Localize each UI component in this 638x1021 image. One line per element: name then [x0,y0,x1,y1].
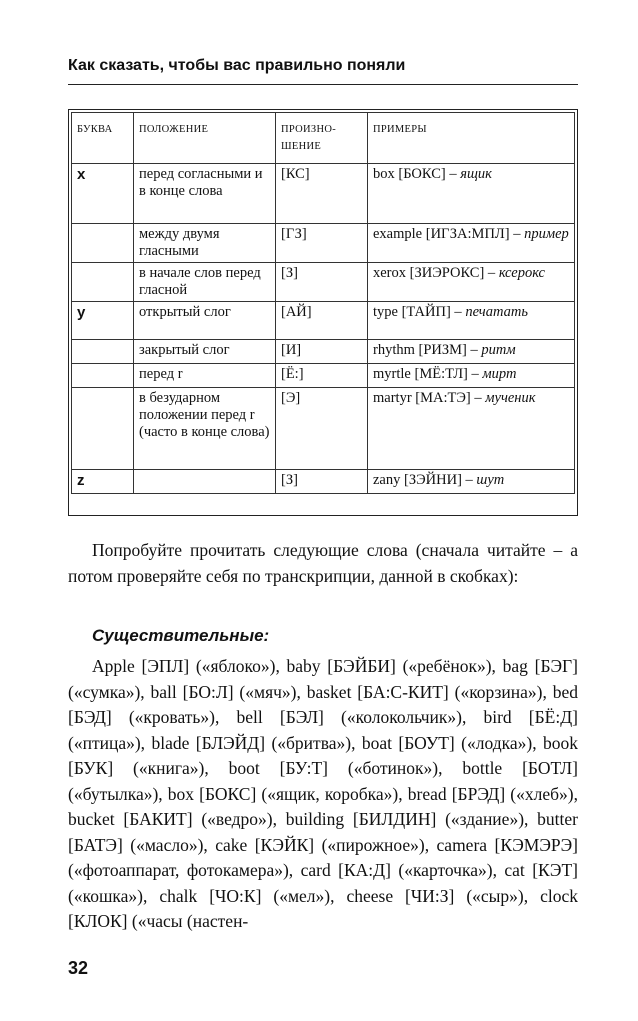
table-row [72,340,575,364]
letter-cell: x [72,164,134,224]
table-row [72,470,575,494]
example-cell [368,388,575,470]
pronunciation-cell: [Э] [276,388,368,470]
letter-cell [72,364,134,388]
position-cell: в безударном положении перед r (часто в конце слова) [134,388,276,470]
pronunciation-cell: [И] [276,340,368,364]
running-header: Как сказать, чтобы вас правильно поняли [68,57,406,74]
header-examples: ПРИМЕРЫ [368,113,575,164]
example-word: type [373,304,398,320]
example-transcription: [ТАЙП] – [401,304,462,320]
header-position: ПОЛОЖЕНИЕ [134,113,276,164]
intro-paragraph: Попробуйте прочитать следующие слова (сначала читайте – а потом проверяйте себя по транскрипции, данной в скобках): [68,540,578,586]
example-transcription: [МЁ:ТЛ] – [414,366,479,382]
pronunciation-table [68,109,578,516]
table-header-row [72,113,575,164]
nouns-paragraph: Apple [ЭПЛ] («яблоко»), baby [БЭЙБИ] («ребёнок»), bag [БЭГ] («сумка»), ball [БО:Л] («мяч»), basket [БА:С-КИТ] («корзина»), bed [БЭД] («кровать»), bell [БЭЛ] («колокольчик»), bird [БЁ:Д] («птица»), blade [БЛЭЙД] («бритва»), boat [БОУТ] («лодка»), book [БУК] («книга»), boot [БУ:Т] («ботинок»), bottle [БОТЛ] («бутылка»), box [БОКС] («ящик, коробка»), bread [БРЭД] («хлеб»), bucket [БАКИТ] («ведро»), building [БИЛДИН] («здание»), butter [БАТЭ] («масло»), cake [КЭЙК] («пирожное»), camera [КЭМЭРЭ] («фотоаппарат, фотокамера»), card [КА:Д] («карточка»), cat [КЭТ] («кошка»), chalk [ЧО:К] («мел»), cheese [ЧИ:З] («сыр»), clock [КЛОК] («часы (настен- [68,656,578,931]
example-transcription: [РИЗМ] – [418,342,478,358]
example-translation: шут [476,472,505,488]
example-cell [368,164,575,224]
letter-cell [72,388,134,470]
header-pronunciation: ПРОИЗНО-ШЕНИЕ [276,113,368,164]
letter-cell [72,224,134,263]
position-cell: закрытый слог [134,340,276,364]
position-cell: открытый слог [134,302,276,340]
page-number: 32 [68,958,89,978]
example-cell [368,340,575,364]
letter-cell: z [72,470,134,494]
table-row [72,388,575,470]
letter-cell [72,263,134,302]
example-transcription: [ЗЭЙНИ] – [404,472,473,488]
table-row [72,164,575,224]
letter-cell: y [72,302,134,340]
position-cell: между двумя гласными [134,224,276,263]
example-transcription: [БОКС] – [398,166,457,182]
table-row [72,364,575,388]
example-translation: мирт [482,366,517,382]
example-cell [368,263,575,302]
letter-cell [72,340,134,364]
table-row [72,263,575,302]
example-cell [368,302,575,340]
example-translation: ящик [460,166,492,182]
example-word: example [373,226,423,242]
header-rule [68,84,578,85]
table-row [72,224,575,263]
position-cell [134,470,276,494]
example-translation: ритм [481,342,516,358]
position-cell: перед согласными и в конце слова [134,164,276,224]
example-word: xerox [373,265,407,281]
example-word: box [373,166,395,182]
position-cell: перед r [134,364,276,388]
example-transcription: [ИГЗА:МПЛ] – [425,226,521,242]
example-word: martyr [373,390,412,406]
example-cell [368,364,575,388]
pronunciation-cell: [Ё:] [276,364,368,388]
section-subtitle: Существительные: [92,626,270,645]
example-cell [368,224,575,263]
header-letter: БУКВА [72,113,134,164]
example-cell [368,470,575,494]
example-translation: ксерокс [498,265,545,281]
example-translation: пример [524,226,569,242]
pronunciation-cell: [З] [276,263,368,302]
example-word: myrtle [373,366,411,382]
pronunciation-cell: [ГЗ] [276,224,368,263]
example-transcription: [ЗИЭРОКС] – [409,265,496,281]
example-translation: печатать [465,304,528,320]
table-row [72,302,575,340]
example-transcription: [МА:ТЭ] – [415,390,482,406]
example-word: rhythm [373,342,415,358]
example-word: zany [373,472,401,488]
position-cell: в начале слов перед гласной [134,263,276,302]
pronunciation-cell: [АЙ] [276,302,368,340]
example-translation: мученик [485,390,536,406]
pronunciation-cell: [З] [276,470,368,494]
pronunciation-cell: [КС] [276,164,368,224]
